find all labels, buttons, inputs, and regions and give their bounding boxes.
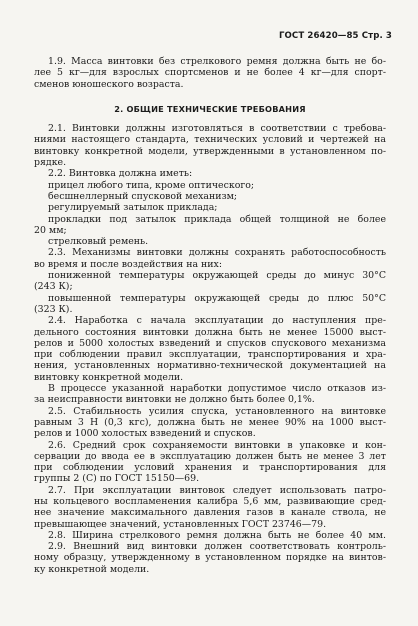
text-line: 20 мм; [34, 224, 67, 236]
paragraph-2-4 [34, 315, 386, 405]
paragraph-2-8 [34, 530, 386, 541]
text-line: (243 К); [34, 281, 73, 293]
paragraph-2-2 [34, 168, 386, 247]
text-line: дельного состояния винтовки должна быть не менее 15000 выст- [34, 326, 386, 338]
paragraph-2-1 [34, 123, 386, 168]
list-item: регулируемый затылок приклада; [48, 202, 218, 214]
text-line: 2.6. Средний срок сохраняемости винтовки в упаковке и кон- [48, 439, 386, 451]
text-line: (323 К). [34, 303, 73, 315]
text-line: 2.8. Ширина стрелкового ремня должна быть не более 40 мм. [48, 529, 386, 541]
text-line: нения, установленных нормативно-технической документацией на [34, 360, 386, 372]
list-item: прицел любого типа, кроме оптического; [48, 179, 255, 191]
text-line: равным 3 Н (0,3 кгс), должна быть не менее 90% на 1000 выст- [34, 416, 386, 428]
text-line: В процессе указанной наработки допустимое число отказов из- [48, 383, 386, 395]
text-line: винтовку конкретной модели, утвержденными в установленном по- [34, 145, 386, 157]
text-line: 2.2. Винтовка должна иметь: [48, 168, 193, 180]
text-line: 2.1. Винтовки должны изготовляться в соответствии с требова- [48, 123, 386, 135]
text-line: 2.9. Внешний вид винтовки должен соответствовать контроль- [48, 541, 386, 553]
page-header: ГОСТ 26420—85 Стр. 3 [278, 31, 392, 41]
paragraph-2-6 [34, 440, 386, 485]
paragraph-2-7 [34, 485, 386, 530]
text-line: лее 5 кг—для взрослых спортсменов и не более 4 кг—для спорт- [34, 67, 386, 79]
text-line: нее значение максимального давления газов в канале ствола, не [34, 507, 386, 519]
text-line: группы 2 (С) по ГОСТ 15150—69. [34, 473, 200, 485]
section-title: 2. ОБЩИЕ ТЕХНИЧЕСКИЕ ТРЕБОВАНИЯ [114, 103, 306, 114]
text-line: ному образцу, утвержденному в установленном порядке на винтов- [34, 552, 386, 564]
text-line: 2.3. Механизмы винтовки должны сохранять работоспособность [48, 247, 386, 259]
text-line: во время и после воздействия на них: [34, 258, 222, 270]
text-line: рядке. [34, 157, 67, 169]
text-line: при соблюдении правил эксплуатации, транспортирования и хра- [34, 349, 386, 361]
text-line: 2.4. Наработка с начала эксплуатации до наступления пре- [48, 315, 386, 327]
text-line: ниями настоящего стандарта, технических условий и чертежей на [34, 134, 386, 146]
list-item: повышенной температуры окружающей среды до плюс 50°С [48, 292, 386, 304]
text-line: релов и 5000 холостых взведений и спусков спускового механизма [34, 337, 386, 349]
text-line: ку конкретной модели. [34, 563, 150, 575]
paragraph-2-9 [34, 541, 386, 575]
text-line: 1.9. Масса винтовки без стрелкового ремня должна быть не бо- [48, 56, 386, 67]
paragraph-2-3 [34, 247, 386, 315]
text-line: сменов юношеского возраста. [34, 78, 184, 90]
text-line: винтовку конкретной модели. [34, 371, 184, 383]
text-line: сервации до ввода ее в эксплуатацию должен быть не менее 3 лет [34, 450, 386, 462]
list-item: прокладки под затылок приклада общей толщиной не более [48, 213, 386, 225]
text-line: превышающее значений, установленных ГОСТ 23746—79. [34, 518, 327, 530]
text-line: 2.5. Стабильность усилия спуска, установленного на винтовке [48, 405, 386, 417]
list-item: пониженной температуры окружающей среды до минус 30°С [48, 270, 386, 282]
text-line: 2.7. При эксплуатации винтовок следует использовать патро- [48, 484, 386, 496]
document-body [34, 56, 386, 575]
text-line: ны кольцевого воспламенения калибра 5,6 мм, развивающие сред- [34, 495, 386, 507]
text-line: за неисправности винтовки не должно быть более 0,1%. [34, 394, 315, 406]
list-item: бесшнеллерный спусковой механизм; [48, 190, 238, 202]
paragraph-1-9 [34, 56, 386, 90]
text-line: релов и 1000 холостых взведений и спусков. [34, 428, 256, 440]
list-item: стрелковый ремень. [48, 236, 149, 248]
text-line: при соблюдении условий хранения и транспортирования для [34, 462, 386, 474]
paragraph-2-5 [34, 406, 386, 440]
